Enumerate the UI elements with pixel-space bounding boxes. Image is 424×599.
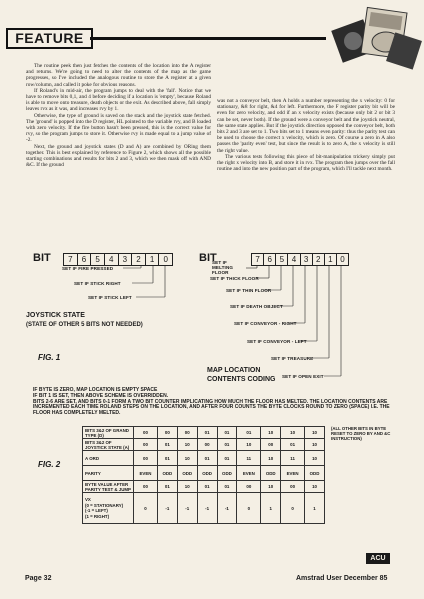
table-row	[83, 451, 325, 466]
bit-label: BIT	[199, 252, 217, 264]
table-cell: -1	[197, 493, 217, 524]
parity-table	[82, 426, 325, 524]
table-cell: ODD	[261, 466, 281, 481]
coding-notes	[33, 388, 393, 417]
map-label: SET IF TREASURE	[271, 356, 314, 361]
table-cell: 00	[237, 481, 261, 493]
note-line: IF BIT 1 IS SET, THEN ABOVE SCHEME IS OVERRIDDEN.	[33, 392, 169, 399]
table-cell: -1	[177, 493, 197, 524]
page-number: Page 32	[25, 575, 52, 582]
table-row	[83, 439, 325, 451]
table-cell: 10	[261, 451, 281, 466]
table-row	[83, 466, 325, 481]
bit-cell: 5	[276, 254, 288, 265]
table-cell: 01	[217, 439, 237, 451]
table-cell: 10	[305, 439, 325, 451]
bit-cell: 4	[105, 254, 119, 265]
row-label: BITS 3&2 OF GRAND TYPE (D)	[83, 427, 134, 439]
map-label: SET IF DEATH OBJECT	[230, 304, 283, 309]
bit-cell: 6	[264, 254, 276, 265]
joystick-state-subtitle: (STATE OF OTHER 5 BITS NOT NEEDED)	[26, 322, 143, 328]
table-cell: 1	[305, 493, 325, 524]
bit-cell: 4	[288, 254, 300, 265]
table-cell: EVEN	[237, 466, 261, 481]
table-cell: 01	[157, 481, 177, 493]
bit-cell: 3	[119, 254, 133, 265]
table-cell: 10	[177, 451, 197, 466]
section-label: FEATURE	[6, 28, 93, 49]
table-cell: 00	[157, 427, 177, 439]
bit-label: BIT	[33, 252, 51, 264]
bit-cell: 0	[163, 255, 168, 264]
joystick-state-title: JOYSTICK STATE	[26, 312, 85, 319]
bit-cell: 7	[64, 254, 78, 265]
bit-cell: 0	[340, 255, 345, 264]
table-cell: ODD	[217, 466, 237, 481]
table-cell: 10	[261, 481, 281, 493]
row-label: PARITY	[83, 466, 134, 481]
table-cell: 00	[197, 439, 217, 451]
table-cell: ODD	[197, 466, 217, 481]
row-label	[83, 493, 134, 524]
figure-caption: FIG. 1	[38, 353, 61, 362]
note-line: BITS 2-6 ARE SET, AND BITS 0-1 FORM A TWO BIT COUNTER IMPLICATING HOW MUCH THE FLOOR HAS MELTED. THE LOCATION CONTENTS ARE INCREMENTED EACH TIME ROLAND STEPS ON THE LOCATION, AND AFTER FOUR COUNTS THE BYTE CLOCKS ROUND TO ZERO (SPACE) I.E. THE FLOOR HAS COMPLETELY MELTED.	[33, 398, 390, 417]
table-cell: 10	[281, 427, 305, 439]
table-cell: 10	[261, 427, 281, 439]
table-cell: 0	[281, 493, 305, 524]
table-cell: 11	[281, 451, 305, 466]
table-cell: 00	[281, 481, 305, 493]
joystick-bit-register	[63, 253, 173, 266]
table-row	[83, 481, 325, 493]
joystick-label: SET IF FIRE PRESSED	[62, 266, 114, 271]
table-cell: 0	[237, 493, 261, 524]
fig2-side-note: (ALL OTHER BITS IN BYTE RESET TO ZERO BY AND &C INSTRUCTION)	[331, 426, 391, 441]
note-line: IF BYTE IS ZERO, MAP LOCATION IS EMPTY SPACE	[33, 387, 158, 393]
table-cell: 00	[134, 481, 158, 493]
vx-label: VX	[85, 497, 91, 502]
table-cell: 00	[134, 439, 158, 451]
joystick-label: SET IF STICK LEFT	[88, 295, 132, 300]
paragraph: The various tests following this piece of bit-manipulation trickery simply put the right x velocity into B, and store it in rvx. The program then jumps over the fall routine and into the new position part of the program, which I'll tackle next month.	[217, 153, 395, 173]
row-label: A ORD	[83, 451, 134, 466]
bit-cell: 5	[91, 254, 105, 265]
table-cell: 01	[281, 439, 305, 451]
table-cell: 10	[177, 439, 197, 451]
table-cell: 01	[197, 451, 217, 466]
table-cell: 10	[305, 451, 325, 466]
table-cell: 00	[261, 439, 281, 451]
table-cell: 01	[217, 427, 237, 439]
table-cell: EVEN	[281, 466, 305, 481]
table-cell: 00	[134, 427, 158, 439]
table-cell: 10	[237, 439, 261, 451]
table-cell: ODD	[177, 466, 197, 481]
map-label: SET IF CONVEYOR - RIGHT	[234, 321, 297, 326]
table-cell: 0	[134, 493, 158, 524]
table-cell: -1	[157, 493, 177, 524]
table-cell: 11	[237, 451, 261, 466]
table-cell: 10	[177, 481, 197, 493]
bit-cell: 7	[252, 254, 264, 265]
table-cell: 01	[217, 451, 237, 466]
map-label: SET IF MELTING FLOOR	[212, 260, 234, 275]
map-label: SET IF THICK FLOOR	[210, 276, 259, 281]
bit-cell: 3	[301, 254, 313, 265]
table-cell: 01	[237, 427, 261, 439]
vx-legend: (1 = RIGHT)	[85, 513, 110, 519]
paragraph: The routine peek then just fetches the contents of the location into the A register and returns. We're going to need to alter the contents of the map as the game progresses, so I've included the analogous routine to store the A register at a given row/column, and called it poke for obvious reasons.	[26, 63, 211, 88]
table-cell: 01	[157, 439, 177, 451]
map-bit-register	[251, 253, 349, 266]
table-cell: ODD	[157, 466, 177, 481]
table-cell: 01	[197, 427, 217, 439]
table-cell: ODD	[305, 466, 325, 481]
map-label: SET IF CONVEYOR - LEFT	[247, 339, 307, 344]
table-row	[83, 427, 325, 439]
table-cell: 00	[177, 427, 197, 439]
table-cell: 10	[305, 427, 325, 439]
row-label: BYTE VALUE AFTER PARITY TEST & JUMP	[83, 481, 134, 493]
bit-cell: 2	[313, 254, 325, 265]
table-cell: 1	[261, 493, 281, 524]
bit-cell: 6	[78, 254, 92, 265]
figure-caption: FIG. 2	[38, 460, 61, 469]
table-cell: 01	[197, 481, 217, 493]
magazine-issue: Amstrad User December 85	[296, 575, 388, 582]
paragraph: Next, the ground and joystick states (D and A) are combined by ORing them together. This is best explained by reference to Figure 2, which shows all the possible starting combinations and results for bits 2 and 3, which we then mask off with AND &C. If the ground	[26, 143, 211, 169]
table-row	[83, 493, 325, 524]
table-cell: EVEN	[134, 466, 158, 481]
vx-legend: (-1 = LEFT)	[85, 508, 108, 513]
table-cell: -1	[217, 493, 237, 524]
table-cell: 00	[134, 451, 158, 466]
acu-badge: ACU	[366, 553, 390, 564]
bit-cell: 1	[146, 254, 160, 265]
paragraph: Otherwise, the type of ground is saved on the stack and the joystick state fetched. The 'ground' is popped into the D register, HL pointed to the variable rvy, and B loaded with zero velocity. If the fire button hasn't been pressed, this is the correct value for rvy, so the program jumps to store it. Otherwise rvy is made equal to a jump value of -2.	[26, 112, 211, 144]
bit-cell: 2	[132, 254, 146, 265]
table-cell: 01	[157, 451, 177, 466]
map-title: MAP LOCATION	[207, 367, 261, 374]
map-title: CONTENTS CODING	[207, 376, 276, 383]
bit-cell: 1	[325, 254, 337, 265]
table-cell: 10	[305, 481, 325, 493]
paragraph: was not a conveyor belt, then A holds a number representing the x velocity: 0 for stationary, &8 for right, &4 for left. Furthermore, the F register parity bit will be even for zero velocity, and odd if an x velocity exists (because only bit 2 or bit 3 can be set, never both). If the ground were a conveyor belt and the joystick neutral, the same state applies. But if the joystick direction opposed the conveyor belt, both bits 2 and 3 are set to 1. Two bits set to 1 means even parity: thus the parity test can be used to choose the correct x velocity, which is zero. Of course a zero in A also passes the 'parity even' test, but since the result is to zero A, the x velocity is still the right value.	[217, 98, 395, 154]
paragraph: If Roland's in mid-air, the program jumps to deal with the 'fall'. Notice that we have to remove bits 0,1, and 4 before deciding if a location is 'empty', because Roland is able to move onto treasure, death objects or the exit. As described above, fall simply leaves rvx as it was, and increases rvy by 1.	[26, 87, 211, 113]
map-label: SET IF THIN FLOOR	[226, 288, 272, 293]
joystick-label: SET IF STICK RIGHT	[74, 281, 121, 286]
vx-legend: (0 = STATIONARY)	[85, 502, 124, 508]
table-cell: 01	[217, 481, 237, 493]
row-label: BITS 3&2 OF JOYSTICK STATE (A)	[83, 439, 134, 451]
map-label: SET IF OPEN EXIT	[282, 374, 324, 379]
